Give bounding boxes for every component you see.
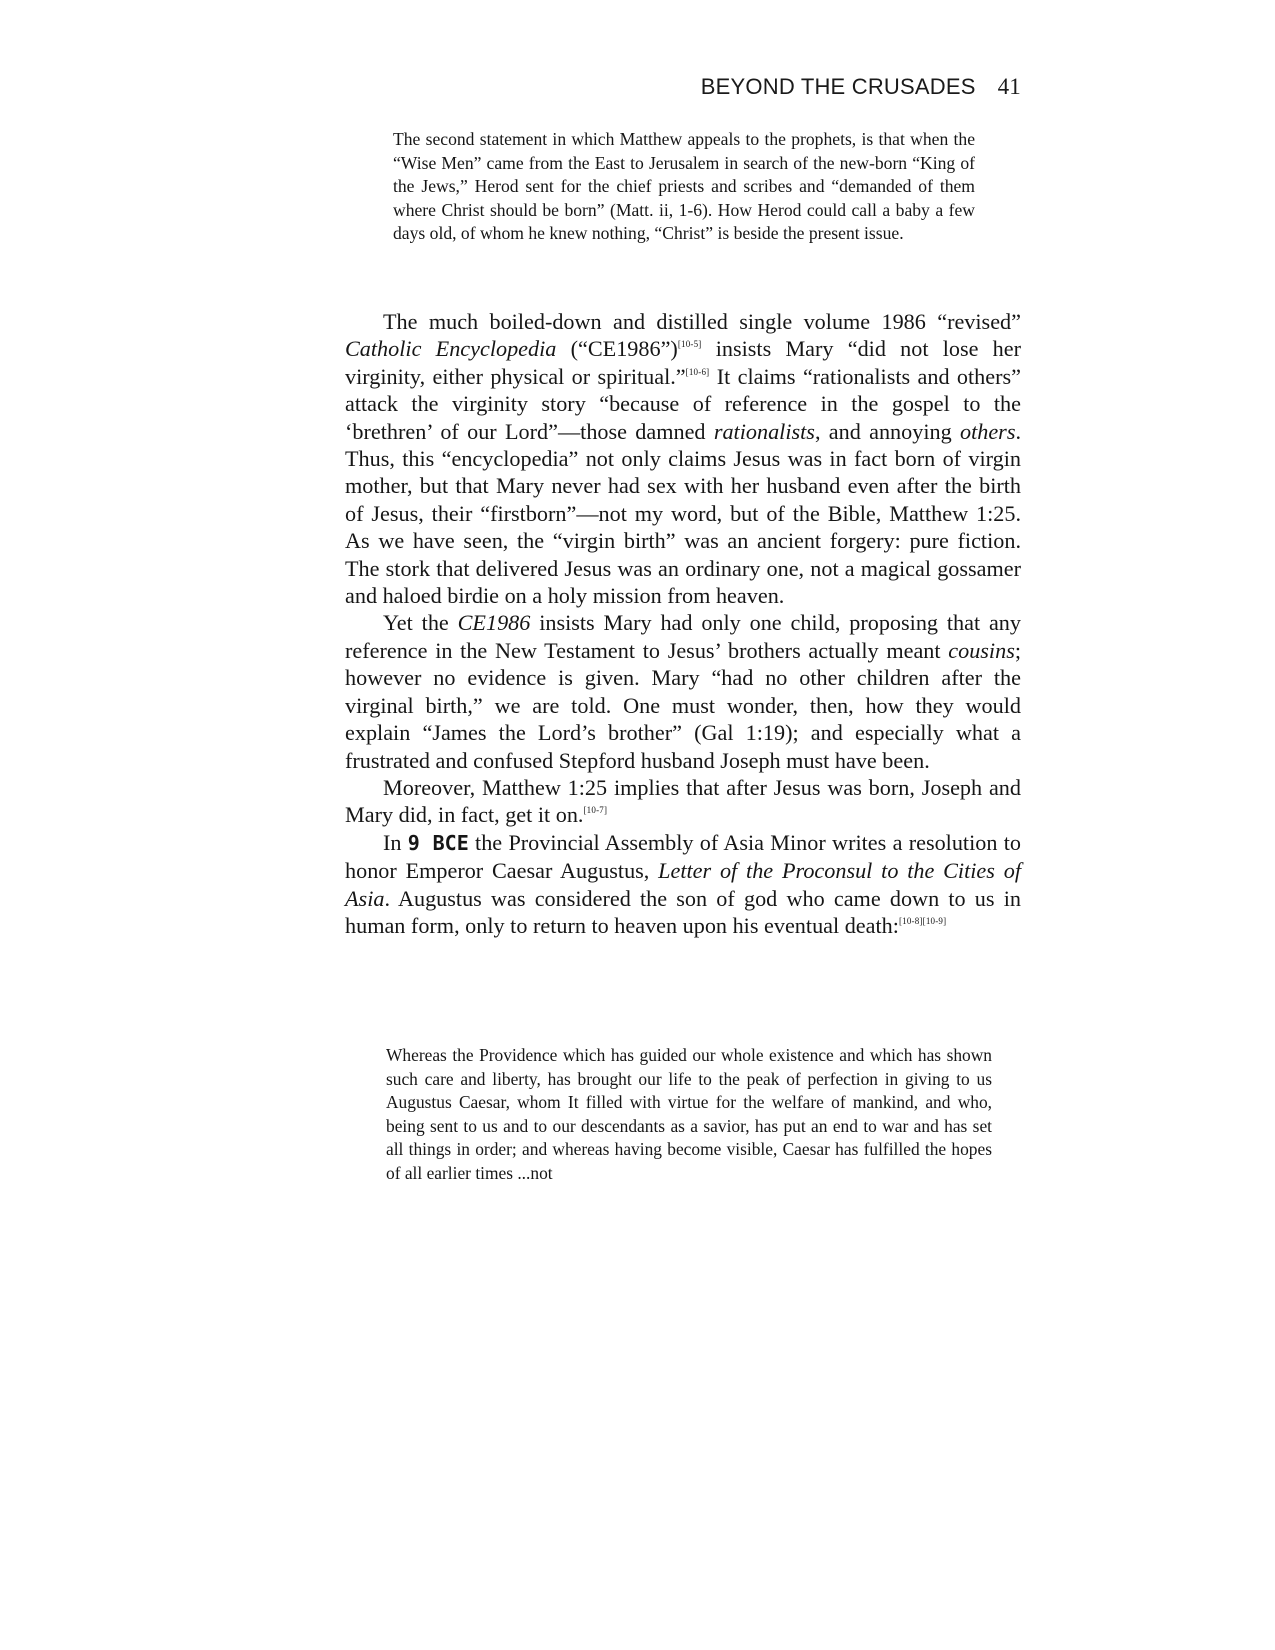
emphasis-ce1986: CE1986 (457, 610, 531, 636)
text-run: ; however no evidence is given. Mary “had no other children after the virginal birth,” we are told. One must wonder, then, how they would explain “James the Lord’s brother” (Gal 1:19); and especially what a frustrated and confused Stepford husband Joseph must have been. (345, 637, 1021, 773)
emphasis-rationalists: rationalists (713, 418, 815, 444)
page-number: 41 (997, 74, 1021, 99)
paragraph-9-bce (345, 829, 1021, 940)
body-text (345, 308, 1021, 939)
title-catholic-encyclopedia: Catholic Encyclopedia (345, 336, 557, 362)
text-run: , and annoying (814, 418, 960, 444)
text-run: the Provincial Assembly of Asia Minor writes a resolution to honor Emperor Caesar Augustus, (345, 829, 1021, 884)
text-run: insists Mary had only one child, proposing that any reference in the New Testament to Jesus’ brothers actually meant (345, 610, 1021, 663)
date-9-bce: 9 BCE (407, 830, 469, 855)
block-quote-providence: Whereas the Providence which has guided our whole existence and which has shown such care and liberty, has brought our life to the peak of perfection in giving to us Augustus Caesar, whom It filled with virtue for the welfare of mankind, and who, being sent to us and to our descendants as a savior, has put an end to war and has set all things in order; and whereas having become visible, Caesar has fulfilled the hopes of all earlier times ...not (386, 1045, 992, 1183)
title-letter-of-the-proconsul: Letter of the Proconsul to the Cities of Asia (345, 858, 1021, 911)
footnote-ref-10-5[interactable]: [10-5] (677, 339, 702, 350)
paragraph-one-child (345, 609, 1021, 773)
text-run: insists Mary “did not lose her virginity, either physical or spiritual.” (345, 336, 1021, 389)
text-run: Moreover, Matthew 1:25 implies that after Jesus was born, Joseph and Mary did, in fact, get it on. (345, 774, 1021, 828)
footnote-ref-10-6[interactable]: [10-6] (685, 366, 710, 377)
text-run: It claims “rationalists and others” attack the virginity story “because of reference in the gospel to the ‘brethren’ of our Lord”—those damned (345, 363, 1021, 444)
emphasis-cousins: cousins (948, 637, 1015, 663)
text-run: (“CE1986”) (556, 336, 678, 362)
footnote-ref-10-8-10-9[interactable]: [10-8][10-9] (898, 915, 947, 926)
running-header (345, 74, 1021, 100)
text-run: Yet the (383, 610, 458, 636)
footnote-ref-10-7[interactable]: [10-7] (583, 805, 608, 816)
running-title: BEYOND THE CRUSADES (700, 74, 976, 99)
emphasis-others: others (959, 418, 1016, 444)
text-run: . Thus, this “encyclopedia” not only claims Jesus was in fact born of virgin mother, but that Mary never had sex with her husband even after the birth of Jesus, their “firstborn”—not my word, but of the Bible, Matthew 1:25. As we have seen, the “virgin birth” was an ancient forgery: pure fiction. The stork that delivered Jesus was an ordinary one, not a magical gossamer and haloed birdie on a holy mission from heaven. (345, 418, 1021, 609)
text-run: In (383, 829, 408, 855)
text-run: The much boiled-down and distilled single volume 1986 “revised” (383, 309, 1021, 334)
paragraph-ce1986 (345, 308, 1021, 609)
text-run: . Augustus was considered the son of god who came down to us in human form, only to return to heaven upon his eventual death: (345, 885, 1021, 938)
paragraph-matthew-1-25 (345, 774, 1021, 829)
block-quote-matthew: The second statement in which Matthew appeals to the prophets, is that when the “Wise Men” came from the East to Jerusalem in search of the new-born “King of the Jews,” Herod sent for the chief priests and scribes and “demanded of them where Christ should be born” (Matt. ii, 1-6). How Herod could call a baby a few days old, of whom he knew nothing, “Christ” is beside the present issue. (393, 129, 975, 244)
